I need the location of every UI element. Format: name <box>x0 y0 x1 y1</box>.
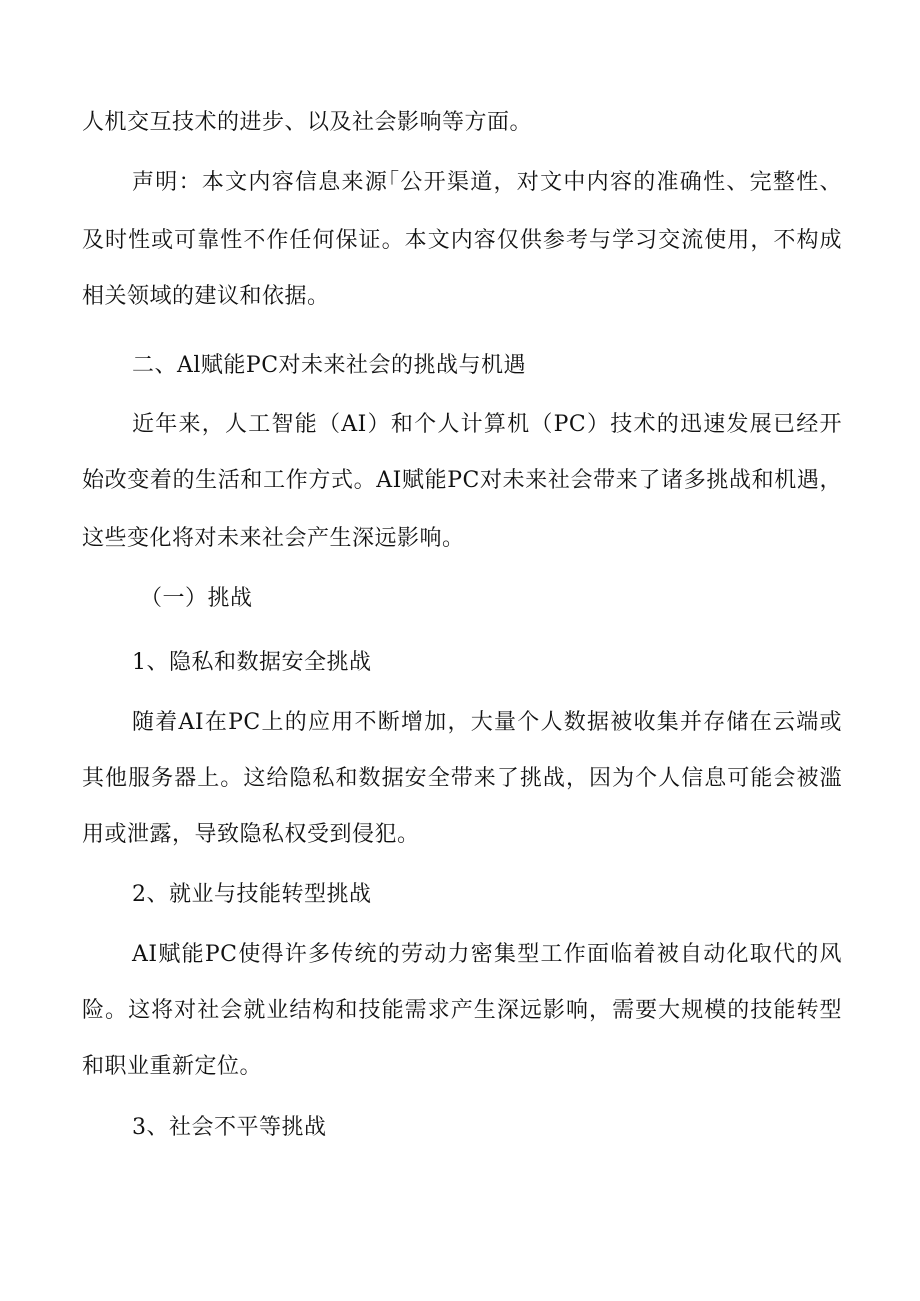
intro-line: 这些变化将对未来社会产生深远影响。 <box>82 526 465 551</box>
item-paragraph-line: 和职业重新定位。 <box>82 1054 263 1079</box>
subsection-heading: （一）挑战 <box>140 586 253 611</box>
disclaimer-line: 相关领域的建议和依据。 <box>82 284 330 309</box>
item-paragraph-line: 其他服务器上。这给隐私和数据安全带来了挑战，因为个人信息可能会被滥 <box>82 766 842 791</box>
paragraph-line: 人机交互技术的进步、以及社会影响等方面。 <box>82 110 533 135</box>
item-heading: 1、隐私和数据安全挑战 <box>132 650 372 675</box>
item-heading: 3、社会不平等挑战 <box>132 1115 327 1140</box>
disclaimer-line: 声明：本文内容信息来源｢公开渠道，对文中内容的准确性、完整性、 <box>132 170 842 195</box>
intro-line: 始改变着的生活和工作方式。AI赋能PC对未来社会带来了诸多挑战和机遇， <box>82 468 842 493</box>
item-heading: 2、就业与技能转型挑战 <box>132 882 372 907</box>
item-paragraph-line: AI赋能PC使得许多传统的劳动力密集型工作面临着被自动化取代的风 <box>132 942 842 967</box>
intro-line: 近年来，人工智能（AI）和个人计算机（PC）技术的迅速发展已经开 <box>132 412 842 437</box>
disclaimer-line: 及时性或可靠性不作任何保证。本文内容仅供参考与学习交流使用，不构成 <box>82 228 842 253</box>
item-paragraph-line: 随着AI在PC上的应用不断增加，大量个人数据被收集并存储在云端或 <box>132 710 842 735</box>
section-heading: 二、Al赋能PC对未来社会的挑战与机遇 <box>132 353 527 378</box>
item-paragraph-line: 险。这将对社会就业结构和技能需求产生深远影响，需要大规模的技能转型 <box>82 998 842 1023</box>
item-paragraph-line: 用或泄露，导致隐私权受到侵犯。 <box>82 822 420 847</box>
